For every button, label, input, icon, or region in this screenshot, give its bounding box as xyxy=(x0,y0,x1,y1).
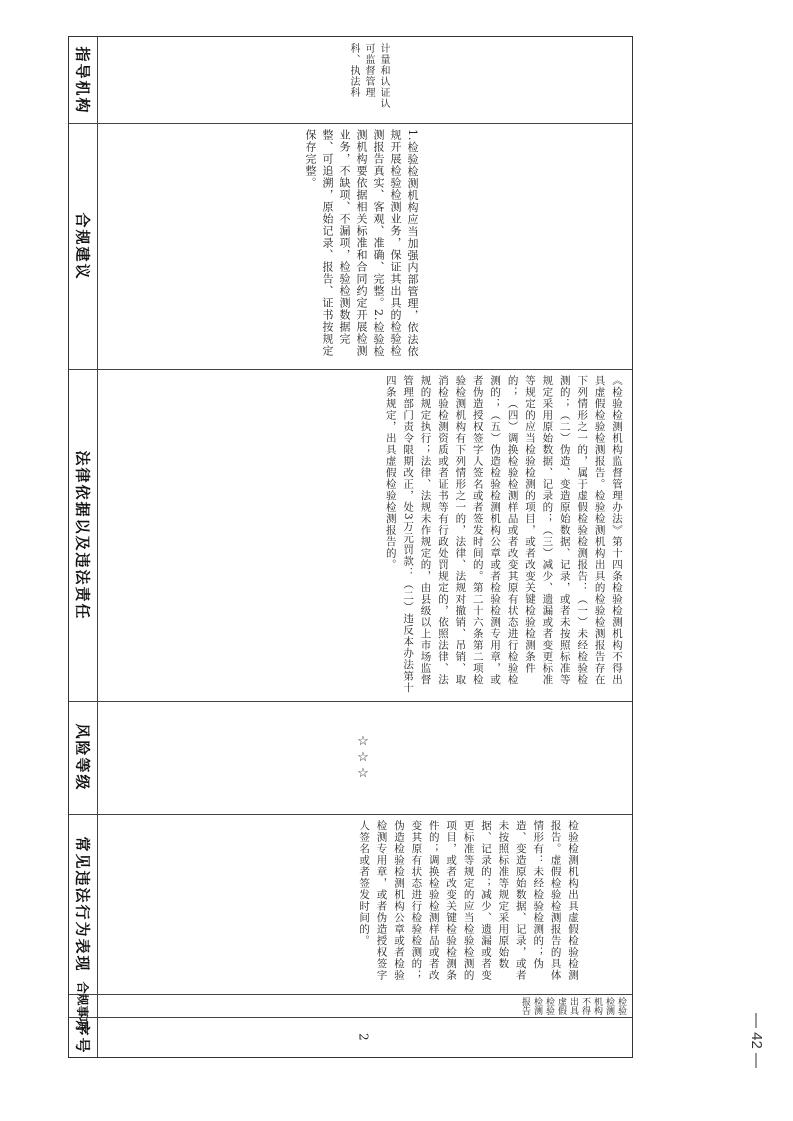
header-cell-item xyxy=(69,981,97,1030)
cell-advice: 1.检验检测机构应当加强内部管理，依法依规开展检验检测业务，保证其出具的检验检测报告真实、客观、准确、完整。2.检验检测机构要依据相关标准和合同约定开展检测业务，不缺项、不漏项，检验检测数据完整、可追溯，原始记录、报告、证书按规定保存完整。 xyxy=(304,129,419,358)
header-cell-advice xyxy=(69,123,97,369)
row-divider xyxy=(69,123,632,124)
header-item: 合规事项 xyxy=(75,981,90,1030)
header-cell-seq xyxy=(69,1017,97,1057)
header-seq: 序号 xyxy=(73,1019,92,1055)
header-risk: 风险等级 xyxy=(73,723,92,792)
row-divider xyxy=(69,994,632,995)
cell-behavior: 检验检测机构出具虚假检验检测报告。虚假检验检测报告的具体情形有：未经检验检测的；伪造、变造原始数据、记录，或者未按照标准等规定采用原始数据、记录的；减少、遗漏或者变更标准等规定的应当检验检测的项目，或者改变关键检验检测条件的；调换检验检测样品或者改变其原有状态进行检验检测的；伪造检验检测机构公章或者检验检测专用章，或者伪造授权签字人签名或者签发时间的。 xyxy=(358,820,579,981)
page-number xyxy=(742,1000,772,1080)
row-divider xyxy=(69,701,632,702)
cell-risk: ☆☆☆ xyxy=(355,733,371,782)
header-cell-risk xyxy=(69,701,97,814)
compliance-table xyxy=(68,36,633,1058)
header-cell-behavior xyxy=(69,814,97,994)
cell-seq: 2 xyxy=(356,1032,371,1042)
row-divider xyxy=(69,369,632,370)
header-law: 法律依据以及违法责任 xyxy=(73,449,92,621)
header-divider xyxy=(97,37,98,1057)
cell-agency: 计量和认证认可监督管理科、执法科 xyxy=(348,43,389,109)
row-divider xyxy=(69,1017,632,1018)
cell-item: 检验检测机构不得出具虚假检验检测报告 xyxy=(520,997,626,1015)
page-number-text: — 42 — xyxy=(748,1012,766,1068)
cell-law: 《检验检测机构监督管理办法》第十四条检验检测机构不得出具虚假检验检测报告。检验检测机构出具的检验检测报告存在下列情形之一的，属于虚假检验检测报告：（一）未经检验检测的；（二）伪造、变造原始数据、记录，或者未按照标准等规定采用原始数据、记录的；（三）减少、遗漏或者变更标准等规定的应当检验检测的项目，或者改变关键检验检测条件的；（四）调换检验检测样品或者改变其原有状态进行检验检测的；（五）伪造检验检测机构公章或者检验检测专用章，或者伪造授权签字人签名或者签发时间的。第二十六条第二项检验检测机构有下列情形之一的，法律、法规对撤销、吊销、取消检验检测资质或者证书等有行政处罚规定的，依照法律、法规的规定执行；法律、法规未作规定的，由县级以上市场监督管理部门责令限期改正，处3万元罚款：（二）违反本办法第十四条规定，出具虚假检验检测报告的。 xyxy=(384,375,623,694)
row-divider xyxy=(69,814,632,815)
header-cell-agency xyxy=(69,37,97,123)
header-agency: 指导机构 xyxy=(73,45,92,115)
header-cell-law xyxy=(69,369,97,701)
header-behavior: 常见违法行为表现 xyxy=(73,835,92,973)
header-advice: 合规建议 xyxy=(73,211,92,281)
